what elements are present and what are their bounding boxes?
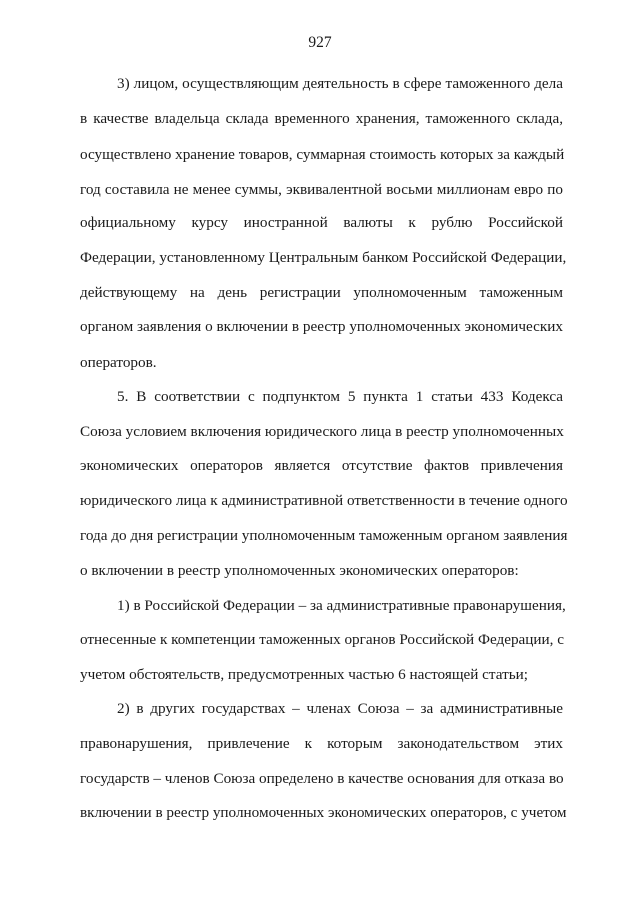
text-line: осуществлено хранение товаров, суммарная стоимость которых за каждый — [80, 146, 565, 163]
text-line: 2) в других государствах – членах Союза – за административные — [117, 700, 563, 717]
text-line: экономических операторов является отсутствие фактов привлечения — [80, 457, 563, 474]
text-line: в качестве владельца склада временного хранения, таможенного склада, — [80, 110, 563, 127]
text-line: государств – членов Союза определено в качестве основания для отказа во — [80, 770, 564, 787]
text-line: год составила не менее суммы, эквивалентной восьми миллионам евро по — [80, 181, 563, 198]
text-line: правонарушения, привлечение к которым законодательством этих — [80, 735, 563, 752]
text-line: действующему на день регистрации уполномоченным таможенным — [80, 284, 563, 301]
page-number: 927 — [308, 34, 332, 51]
text-line: юридического лица к административной ответственности в течение одного — [80, 492, 568, 509]
text-line: Союза условием включения юридического лица в реестр уполномоченных — [80, 423, 564, 440]
text-line: отнесенные к компетенции таможенных органов Российской Федерации, с — [80, 631, 565, 648]
text-line: 5. В соответствии с подпунктом 5 пункта 1 статьи 433 Кодекса — [117, 388, 563, 405]
text-line: Федерации, установленному Центральным банком Российской Федерации, — [80, 249, 567, 266]
text-line: учетом обстоятельств, предусмотренных частью 6 настоящей статьи; — [80, 666, 529, 683]
text-line: органом заявления о включении в реестр уполномоченных экономических — [80, 318, 563, 335]
text-line: операторов. — [80, 354, 157, 371]
text-line: 1) в Российской Федерации – за административные правонарушения, — [117, 597, 566, 614]
text-line: 3) лицом, осуществляющим деятельность в сфере таможенного дела — [117, 75, 563, 92]
text-line: года до дня регистрации уполномоченным таможенным органом заявления — [80, 527, 568, 544]
text-line: о включении в реестр уполномоченных экономических операторов: — [80, 562, 519, 579]
text-line: включении в реестр уполномоченных экономических операторов, с учетом — [80, 804, 567, 821]
text-line: официальному курсу иностранной валюты к рублю Российской — [80, 214, 563, 231]
